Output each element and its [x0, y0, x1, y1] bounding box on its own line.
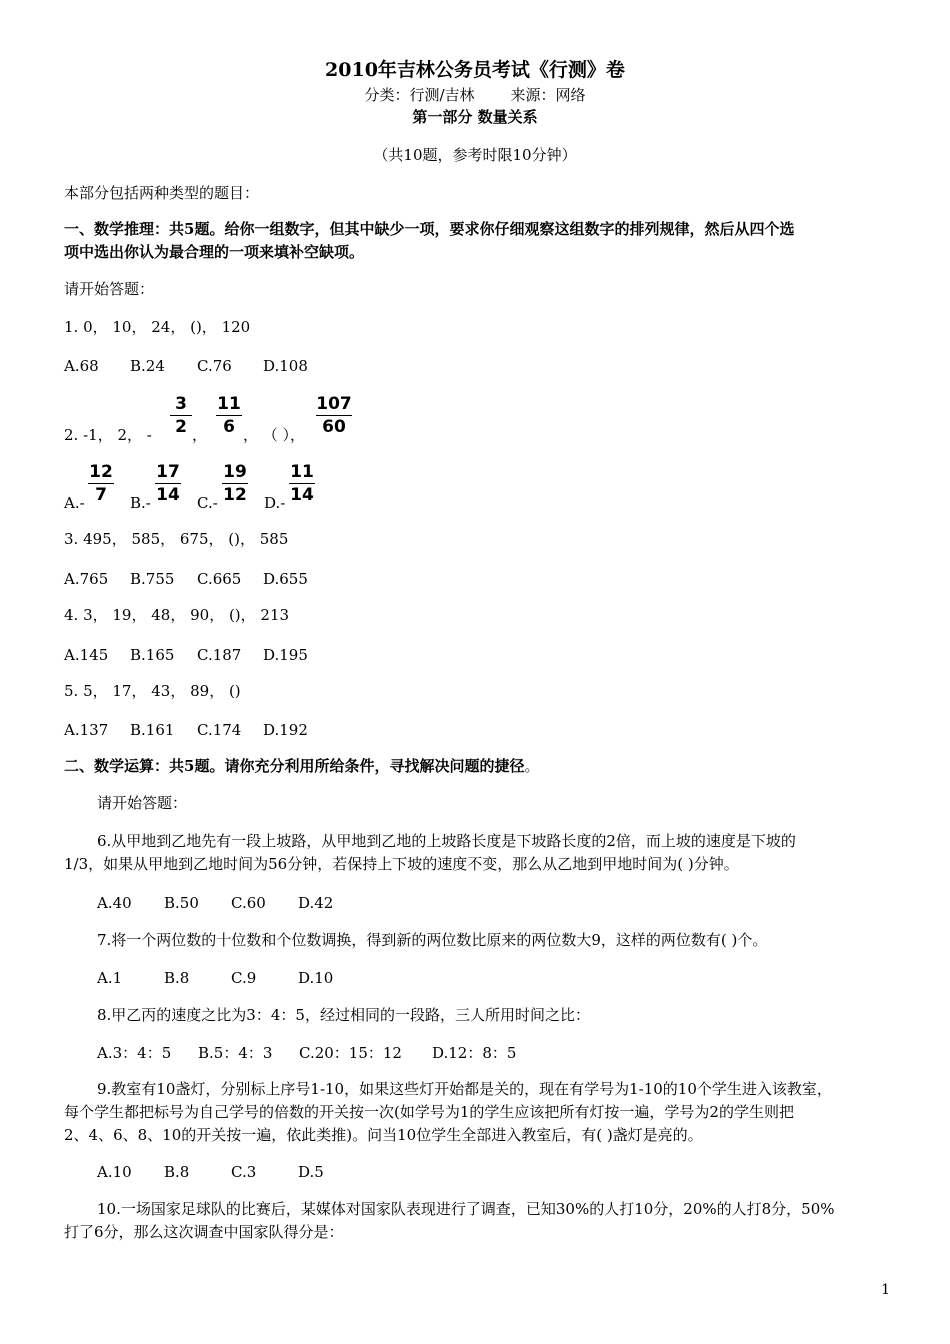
option-c: C.9	[231, 969, 257, 987]
section1-heading-line2: 项中选出你认为最合理的一项来填补空缺项。	[64, 243, 365, 261]
option-c: C.3	[231, 1163, 257, 1181]
option-b-label: B.-	[130, 494, 151, 512]
option-c: C.187	[197, 646, 242, 664]
question-9-options	[97, 1163, 324, 1181]
option-b-fraction: 17 14	[156, 462, 180, 505]
question-4-options	[64, 646, 308, 664]
question-3: 3. 495， 585， 675， ()， 585	[64, 530, 289, 548]
option-a: A.145	[64, 646, 109, 664]
option-c: C.60	[231, 894, 266, 912]
question-2-sep-1: ，	[192, 426, 208, 444]
option-a: A.40	[97, 894, 132, 912]
option-b: B.24	[130, 357, 165, 375]
option-a: A.3：4：5	[97, 1044, 172, 1062]
question-5-options	[64, 721, 308, 739]
question-5: 5. 5， 17， 43， 89， ()	[64, 682, 241, 700]
option-a: A.10	[97, 1163, 132, 1181]
option-d: D.195	[263, 646, 308, 664]
option-c-label: C.-	[197, 494, 218, 512]
option-c-fraction: 19 12	[223, 462, 247, 505]
intro-text: 本部分包括两种类型的题目：	[64, 184, 260, 202]
section1-heading-line1: 一、数学推理：共5题。给你一组数字，但其中缺少一项，要求你仔细观察这组数字的排列规律，然后从四个选	[64, 220, 795, 238]
category-label: 分类：行测/吉林	[364, 86, 475, 104]
section2-heading: 二、数学运算：共5题。请你充分利用所给条件，寻找解决问题的捷径。	[64, 757, 540, 775]
time-note: （共10题，参考时限10分钟）	[373, 146, 577, 164]
question-4: 4. 3， 19， 48， 90， ()， 213	[64, 606, 290, 624]
option-a-label: A.-	[64, 494, 85, 512]
question-2-fraction-2: 11 6	[217, 394, 241, 437]
question-8-line1: 8.甲乙丙的速度之比为3：4：5，经过相同的一段路，三人所用时间之比：	[97, 1006, 590, 1024]
option-d: D.12：8：5	[432, 1044, 517, 1062]
meta-line	[0, 86, 950, 104]
source-label: 来源：网络	[510, 86, 586, 104]
option-b: B.755	[130, 570, 175, 588]
question-6-line1: 6.从甲地到乙地先有一段上坡路，从甲地到乙地的上坡路长度是下坡路长度的2倍，而上坡的速度是下坡的	[97, 832, 796, 850]
option-b: B.50	[164, 894, 199, 912]
question-1-options	[64, 357, 308, 375]
option-d: D.655	[263, 570, 308, 588]
question-8-options	[97, 1044, 516, 1062]
question-9-line3: 2、4、6、8、10的开关按一遍，依此类推)。问当10位学生全部进入教室后，有( )盏灯是亮的。	[64, 1126, 703, 1144]
option-a: A.1	[97, 969, 123, 987]
question-2-sep-2: ， （ ），	[243, 426, 306, 444]
question-7-options	[97, 969, 333, 987]
option-b: B.161	[130, 721, 175, 739]
option-a: A.137	[64, 721, 109, 739]
question-6-options	[97, 894, 333, 912]
section1-start: 请开始答题：	[64, 280, 155, 298]
question-10-line1: 10.一场国家足球队的比赛后，某媒体对国家队表现进行了调查，已知30%的人打10分，20%的人打8分，50%	[97, 1200, 835, 1218]
option-b: B.5：4：3	[198, 1044, 273, 1062]
question-2-fraction-3: 107 60	[316, 394, 352, 437]
question-9-line1: 9.教室有10盏灯，分别标上序号1-10，如果这些灯开始都是关的，现在有学号为1-10的10个学生进入该教室，	[97, 1080, 832, 1098]
question-7-line1: 7.将一个两位数的十位数和个位数调换，得到新的两位数比原来的两位数大9，这样的两位数有( )个。	[97, 931, 768, 949]
option-d: D.10	[298, 969, 334, 987]
option-d: D.5	[298, 1163, 324, 1181]
page-title: 2010年吉林公务员考试《行测》卷	[325, 59, 625, 81]
option-d: D.108	[263, 357, 308, 375]
option-c: C.76	[197, 357, 232, 375]
page-number: 1	[881, 1282, 890, 1298]
question-2-fraction-1: 3 2	[170, 394, 192, 437]
option-d: D.192	[263, 721, 308, 739]
question-3-options	[64, 570, 308, 588]
option-a: A.765	[64, 570, 109, 588]
option-b: B.8	[164, 1163, 190, 1181]
option-c: C.665	[197, 570, 242, 588]
question-2-prefix: 2. -1， 2， -	[64, 426, 152, 444]
section2-start: 请开始答题：	[97, 794, 188, 812]
option-c: C.174	[197, 721, 242, 739]
option-a-fraction: 12 7	[89, 462, 113, 505]
option-d-label: D.-	[264, 494, 286, 512]
question-10-line2: 打了6分，那么这次调查中国家队得分是：	[64, 1223, 344, 1241]
question-9-line2: 每个学生都把标号为自己学号的倍数的开关按一次(如学号为1的学生应该把所有灯按一遍，学号为2的学生则把	[64, 1103, 794, 1121]
option-c: C.20：15：12	[299, 1044, 402, 1062]
option-d: D.42	[298, 894, 334, 912]
option-b: B.165	[130, 646, 175, 664]
option-b: B.8	[164, 969, 190, 987]
part-title: 第一部分 数量关系	[412, 108, 538, 126]
option-a: A.68	[64, 357, 99, 375]
question-1: 1. 0， 10， 24， ()， 120	[64, 318, 251, 336]
question-6-line2: 1/3，如果从甲地到乙地时间为56分钟，若保持上下坡的速度不变，那么从乙地到甲地时间为( )分钟。	[64, 855, 739, 873]
option-d-fraction: 11 14	[290, 462, 314, 505]
